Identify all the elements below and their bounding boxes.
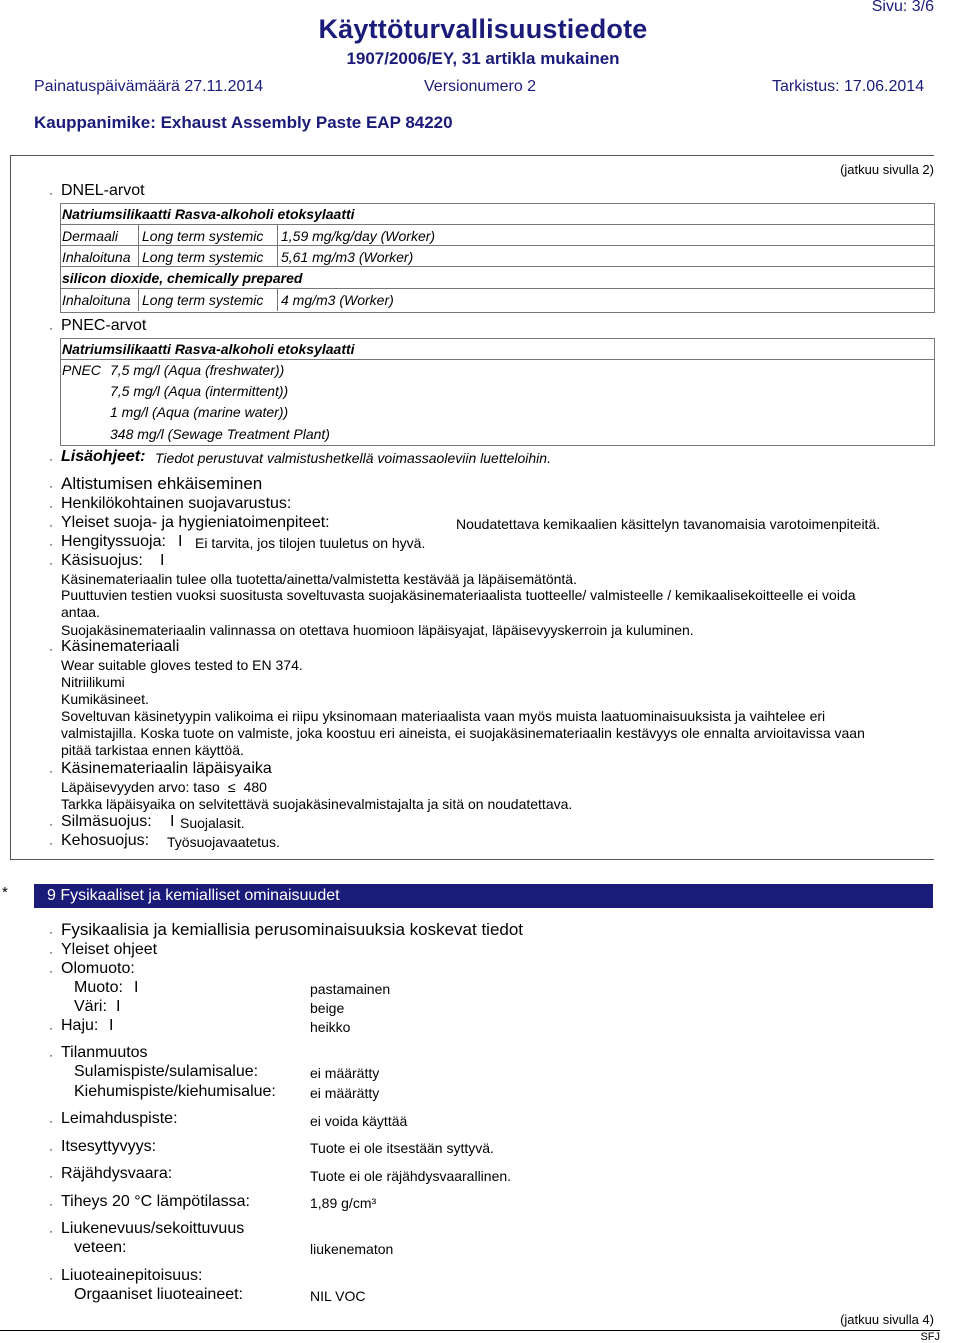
dnel-col-rule xyxy=(277,225,278,266)
section-left-rule xyxy=(10,155,11,860)
dnel-value: 4 mg/m3 (Worker) xyxy=(281,292,394,308)
trade-label: Kauppanimike: xyxy=(34,113,156,132)
section-top-rule xyxy=(10,155,934,156)
glove-material-line: Wear suitable gloves tested to EN 374. xyxy=(61,657,303,673)
footer-code: SFJ xyxy=(920,1331,940,1343)
solubility-label-2: veteen: xyxy=(74,1239,127,1256)
glove-material-line: pitää tarkistaa ennen käyttöä. xyxy=(61,742,244,758)
form-value: pastamainen xyxy=(310,981,391,997)
pnec-value: 7,5 mg/l (Aqua (intermittent)) xyxy=(110,383,289,399)
pnec-value: 1 mg/l (Aqua (marine water)) xyxy=(110,404,289,420)
pnec-value: 7,5 mg/l (Aqua (freshwater)) xyxy=(110,362,285,378)
penetration-value: Läpäisevyyden arvo: taso ≤ 480 xyxy=(61,779,267,795)
dnel-route: Dermaali xyxy=(62,228,119,244)
color-value: beige xyxy=(310,1000,345,1016)
pnec-substance: Natriumsilikaatti Rasva-alkoholi etoksylaatti xyxy=(62,341,355,357)
footer-rule xyxy=(0,1330,940,1331)
hand-text-line: Käsinemateriaalin tulee olla tuotetta/ainetta/valmistetta kestävää ja läpäisemätöntä. xyxy=(61,571,577,587)
pnec-label: PNEC xyxy=(62,362,101,378)
dnel-col-rule xyxy=(277,289,278,311)
glove-material-line: Kumikäsineet. xyxy=(61,691,149,707)
trade-value: Exhaust Assembly Paste EAP 84220 xyxy=(160,113,453,132)
hand-text-line: Suojakäsinemateriaalin valinnassa on otettava huomioon läpäisyajat, läpäisevyyskerroin ja kuluminen. xyxy=(61,622,694,638)
continued-from: (jatkuu sivulla 2) xyxy=(840,162,934,177)
dnel-col-rule xyxy=(138,225,139,266)
penetration-note: Tarkka läpäisyaika on selvitettävä suojakäsinevalmistajalta ja sitä on noudatettava. xyxy=(61,796,573,812)
glove-material-line: valmistajilla. Koska tuote on valmiste, joka koostuu eri aineista, ei suojakäsinemateriaalin kestävyys ole ennalta arvioitavissa vaan xyxy=(61,725,865,741)
boiling-label: Kiehumispiste/kiehumisalue: xyxy=(74,1083,276,1100)
hand-text-line: Puuttuvien testien vuoksi suositusta soveltuvasta suojakäsinemateriaalista tuotteelle/ valmisteelle / kemikaalisekoitteelle ei voida xyxy=(61,587,856,603)
pnec-value: 348 mg/l (Sewage Treatment Plant) xyxy=(110,426,330,442)
glove-material-line: Nitriilikumi xyxy=(61,674,125,690)
color-label: Väri: I xyxy=(74,998,121,1015)
section9-banner xyxy=(34,884,933,908)
form-label: Muoto: I xyxy=(74,979,139,996)
dnel-value: 1,59 mg/kg/day (Worker) xyxy=(281,228,436,244)
trade-name xyxy=(34,113,453,133)
explosion-value: Tuote ei ole räjähdysvaarallinen. xyxy=(310,1168,512,1184)
dnel-rule xyxy=(60,224,934,225)
dnel-route: Inhaloituna xyxy=(62,249,131,265)
document-title: Käyttöturvallisuustiedote xyxy=(318,14,648,44)
dnel-type: Long term systemic xyxy=(142,228,264,244)
version-number: Versionumero 2 xyxy=(424,78,537,95)
continued-to: (jatkuu sivulla 4) xyxy=(840,1312,934,1327)
document-subtitle: 1907/2006/EY, 31 artikla mukainen xyxy=(346,49,620,68)
dnel-rule xyxy=(60,288,934,289)
hand-text-line: antaa. xyxy=(61,604,100,620)
dnel-value: 5,61 mg/m3 (Worker) xyxy=(281,249,414,265)
boiling-value: ei määrätty xyxy=(310,1085,380,1101)
melting-label: Sulamispiste/sulamisalue: xyxy=(74,1063,259,1080)
auto-ignition-value: Tuote ei ole itsestään syttyvä. xyxy=(310,1140,494,1156)
dnel-substance-2: silicon dioxide, chemically prepared xyxy=(62,270,303,286)
page-number: Sivu: 3/6 xyxy=(871,0,934,15)
dnel-rule xyxy=(60,266,934,267)
organic-solvents-label: Orgaaniset liuoteaineet: xyxy=(74,1286,243,1303)
revision-marker: * xyxy=(2,884,8,901)
pnec-rule xyxy=(60,359,934,360)
melting-value: ei määrätty xyxy=(310,1065,380,1081)
flash-point-value: ei voida käyttää xyxy=(310,1113,408,1129)
revision-date: Tarkistus: 17.06.2014 xyxy=(772,78,925,95)
solubility-value: liukenematon xyxy=(310,1241,394,1257)
dnel-type: Long term systemic xyxy=(142,249,264,265)
dnel-col-rule xyxy=(138,289,139,311)
dnel-route: Inhaloituna xyxy=(62,292,131,308)
organic-solvents-value: NIL VOC xyxy=(310,1288,366,1304)
dnel-substance-1: Natriumsilikaatti Rasva-alkoholi etoksylaatti xyxy=(62,206,355,222)
dnel-type: Long term systemic xyxy=(142,292,264,308)
density-value: 1,89 g/cm³ xyxy=(310,1195,377,1211)
section9-title: 9 Fysikaaliset ja kemialliset ominaisuudet xyxy=(47,887,340,904)
odor-value: heikko xyxy=(310,1019,351,1035)
dnel-rule xyxy=(60,245,934,246)
print-date: Painatuspäivämäärä 27.11.2014 xyxy=(34,78,264,95)
section-bottom-rule xyxy=(10,859,934,860)
glove-material-line: Soveltuvan käsinetyypin valikoima ei riipu yksinomaan materiaalista vaan myös muista laatuominaisuuksista ja vaihtelee eri xyxy=(61,708,826,724)
